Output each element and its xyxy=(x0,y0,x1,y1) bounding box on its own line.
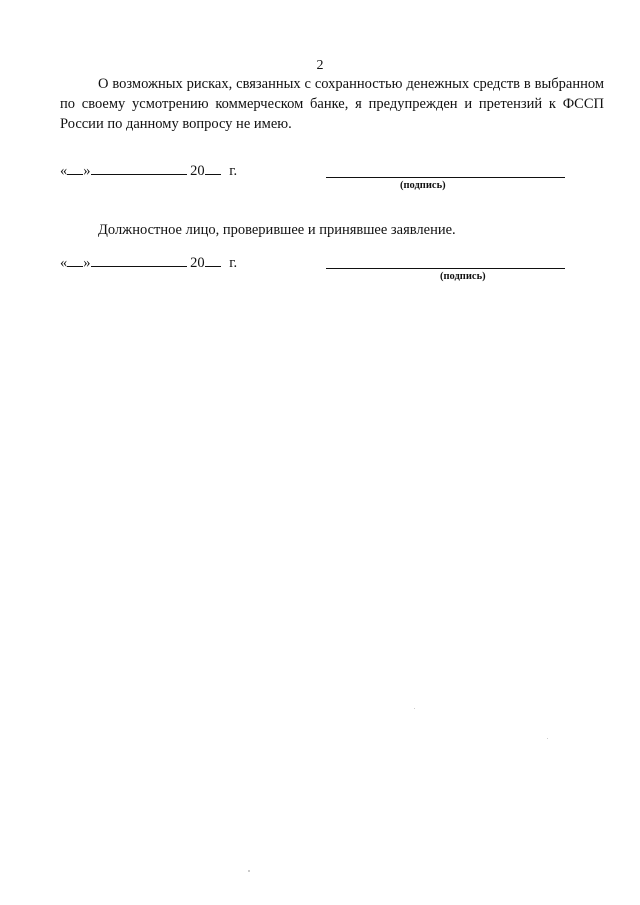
year-suffix: г. xyxy=(229,255,238,271)
quote-open: « xyxy=(60,163,68,179)
month-blank xyxy=(91,162,187,175)
month-blank xyxy=(91,254,187,267)
year-prefix: 20 xyxy=(190,163,205,179)
year-suffix: г. xyxy=(229,163,238,179)
applicant-signature-caption: (подпись) xyxy=(400,180,446,191)
scan-speck xyxy=(414,708,415,709)
applicant-signature-line xyxy=(326,177,565,178)
applicant-date-line xyxy=(60,162,237,180)
scan-speck xyxy=(248,870,250,872)
quote-open: « xyxy=(60,255,68,271)
official-signature-line xyxy=(326,268,565,269)
official-statement: Должностное лицо, проверившее и принявшее заявление. xyxy=(98,222,456,238)
day-blank xyxy=(67,162,83,175)
day-blank xyxy=(67,254,83,267)
risk-statement-paragraph: О возможных рисках, связанных с сохранностью денежных средств в выбранном по своему усмотрению коммерческом банке, я предупрежден и претензий к ФССП России по данному вопросу не имею. xyxy=(60,76,604,132)
page-number: 2 xyxy=(316,58,324,73)
year-blank xyxy=(205,162,221,175)
scan-speck xyxy=(547,738,548,739)
official-signature-caption: (подпись) xyxy=(440,271,486,282)
quote-close: » xyxy=(83,163,91,179)
year-blank xyxy=(205,254,221,267)
quote-close: » xyxy=(83,255,91,271)
official-date-line xyxy=(60,254,237,272)
year-prefix: 20 xyxy=(190,255,205,271)
